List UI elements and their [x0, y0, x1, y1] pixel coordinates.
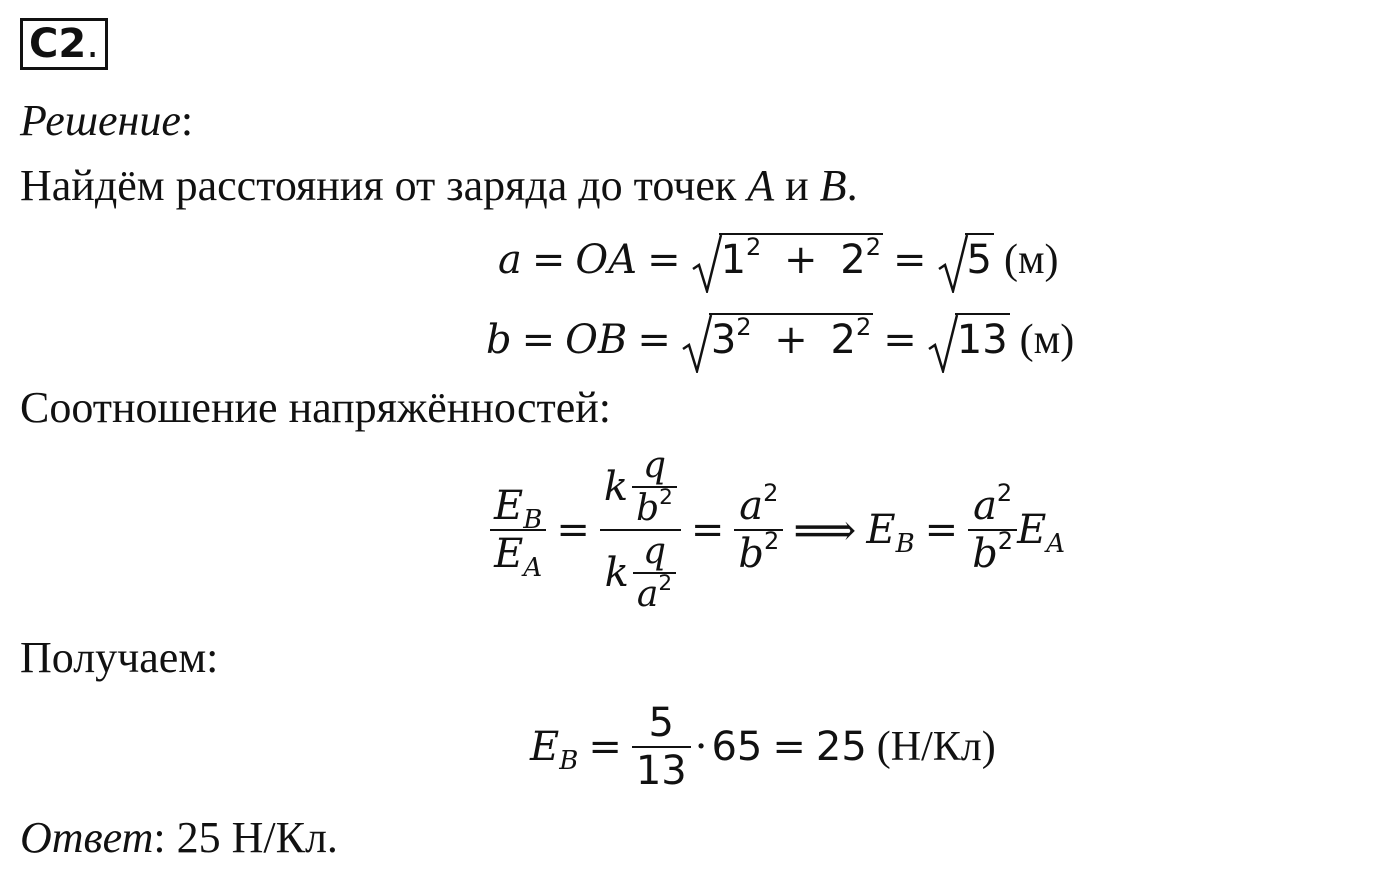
eq-a-equals-1: =: [531, 237, 566, 283]
eq-b-root-value: 13: [956, 317, 1008, 363]
b2-denominator: [968, 529, 1017, 577]
result-unit: (Н/Кл): [876, 724, 996, 770]
solution-label: Решение: [20, 96, 181, 145]
exponent-two: 2: [659, 484, 673, 510]
equation-distance-a: [498, 233, 1059, 284]
eq-b-segment: OB: [565, 317, 628, 363]
eq-b-lhs: b: [486, 317, 512, 363]
equation-distance-b: [486, 313, 1075, 364]
result-numerator: 5: [648, 700, 674, 746]
eq-a-sqrt: [691, 233, 883, 283]
eq-b-equals-3: =: [883, 317, 917, 363]
solution-colon: :: [180, 96, 194, 145]
q-over-b2: [632, 445, 677, 529]
equation-result: [530, 692, 996, 802]
distance-a: a: [973, 483, 997, 529]
equation-field-ratio: [490, 440, 1065, 620]
field-subscript-a: A: [523, 553, 543, 584]
result-fraction: [632, 700, 691, 794]
radical-icon: [681, 313, 713, 373]
eq-a-sqrt-result: [937, 237, 994, 283]
coulomb-k: k: [603, 464, 629, 510]
radical-icon: [691, 233, 723, 293]
eq-a-equals-3: =: [893, 237, 927, 283]
result-field-b: [866, 507, 915, 560]
implies-arrow: ⟹: [793, 504, 857, 556]
distance-a: a: [636, 574, 659, 615]
eq-a-base2: 2: [840, 237, 866, 283]
result-value: 25: [815, 724, 867, 770]
ratio-equals-3: =: [924, 507, 959, 553]
exponent-two: 2: [764, 527, 780, 555]
eq-b-sqrt: [681, 313, 873, 363]
result-equals-2: =: [772, 724, 806, 770]
coulomb-denominator: [600, 529, 681, 615]
eq-b-exp1: 2: [736, 313, 752, 341]
eq-b-base2: 2: [830, 317, 856, 363]
step1-and: и: [774, 161, 820, 210]
step1-point-b: B: [819, 161, 847, 210]
multiply-dot: ·: [694, 724, 708, 770]
exponent-two: 2: [996, 479, 1013, 507]
eq-a-lhs: a: [498, 237, 522, 283]
field-symbol: E: [1017, 507, 1047, 553]
eq-b-exp2: 2: [855, 313, 872, 341]
exponent-two: 2: [997, 527, 1014, 555]
ratio-lhs-denominator: [490, 529, 546, 584]
exponent-two: 2: [658, 570, 673, 596]
a2-over-b2-fraction: [734, 479, 783, 577]
a2-over-b2-fraction-2: [968, 479, 1017, 577]
eq-a-plus: +: [784, 237, 818, 283]
problem-number: C2: [29, 21, 87, 67]
b2-denominator: [734, 529, 783, 577]
eq-a-root-value: 5: [966, 237, 992, 283]
distance-b: b: [738, 531, 764, 577]
eq-a-exp2: 2: [865, 233, 881, 261]
radical-icon: [927, 313, 959, 373]
radical-icon: [937, 233, 969, 293]
eq-b-unit: (м): [1019, 317, 1075, 363]
ratio-lhs-numerator: [490, 483, 546, 536]
field-symbol: E: [494, 531, 524, 577]
charge-q: q: [642, 531, 666, 572]
coulomb-numerator: [600, 445, 681, 529]
field-subscript-b: B: [559, 746, 579, 777]
field-symbol: E: [866, 507, 896, 553]
b-squared: [632, 486, 677, 529]
step1-sentence: Найдём расстояния от заряда до точек: [20, 161, 748, 210]
answer-line: [20, 812, 338, 863]
field-a-term: [1017, 507, 1066, 560]
a2-numerator: [734, 479, 783, 529]
answer-colon: :: [153, 813, 166, 862]
eq-b-equals-1: =: [521, 317, 556, 363]
a-squared: [633, 572, 676, 615]
eq-b-base1: 3: [710, 317, 737, 363]
problem-number-suffix: .: [86, 21, 99, 67]
field-subscript-b: B: [895, 529, 915, 560]
eq-a-segment: OA: [575, 237, 638, 283]
coulomb-k: k: [604, 550, 629, 596]
solution-heading: [20, 95, 193, 146]
ratio-coulomb-fraction: [600, 445, 681, 615]
field-subscript-a: A: [1046, 529, 1066, 560]
step1-point-a: A: [747, 161, 775, 210]
step1-text: [20, 160, 858, 211]
result-field: [530, 724, 579, 777]
eq-a-equals-2: =: [647, 237, 681, 283]
a2-numerator: [968, 479, 1017, 529]
ratio-lhs-fraction: [490, 483, 546, 584]
eq-b-equals-2: =: [637, 317, 671, 363]
distance-b: b: [636, 488, 660, 529]
eq-a-unit: (м): [1003, 237, 1059, 283]
charge-q: q: [642, 445, 666, 486]
step1-period: .: [846, 161, 858, 210]
answer-label: Ответ: [20, 813, 154, 862]
ratio-equals-1: =: [556, 507, 590, 553]
eq-b-plus: +: [774, 317, 808, 363]
field-symbol: E: [494, 483, 524, 529]
exponent-two: 2: [763, 479, 779, 507]
ratio-equals-2: =: [690, 507, 725, 553]
eq-a-base1: 1: [720, 237, 747, 283]
result-denominator: 13: [632, 746, 691, 794]
eq-a-exp1: 2: [746, 233, 762, 261]
field-symbol: E: [530, 724, 560, 770]
result-equals-1: =: [588, 724, 622, 770]
step3-text: Получаем:: [20, 633, 219, 682]
q-over-a2: [633, 531, 676, 615]
result-factor: 65: [711, 724, 763, 770]
eq-b-sqrt-result: [927, 317, 1010, 363]
answer-value: 25 Н/Кл.: [165, 813, 338, 862]
distance-b: b: [972, 531, 998, 577]
step2-text: Соотношение напряжённостей:: [20, 383, 612, 432]
distance-a: a: [739, 483, 764, 529]
field-subscript-b: B: [523, 505, 543, 536]
problem-label: [20, 18, 108, 70]
